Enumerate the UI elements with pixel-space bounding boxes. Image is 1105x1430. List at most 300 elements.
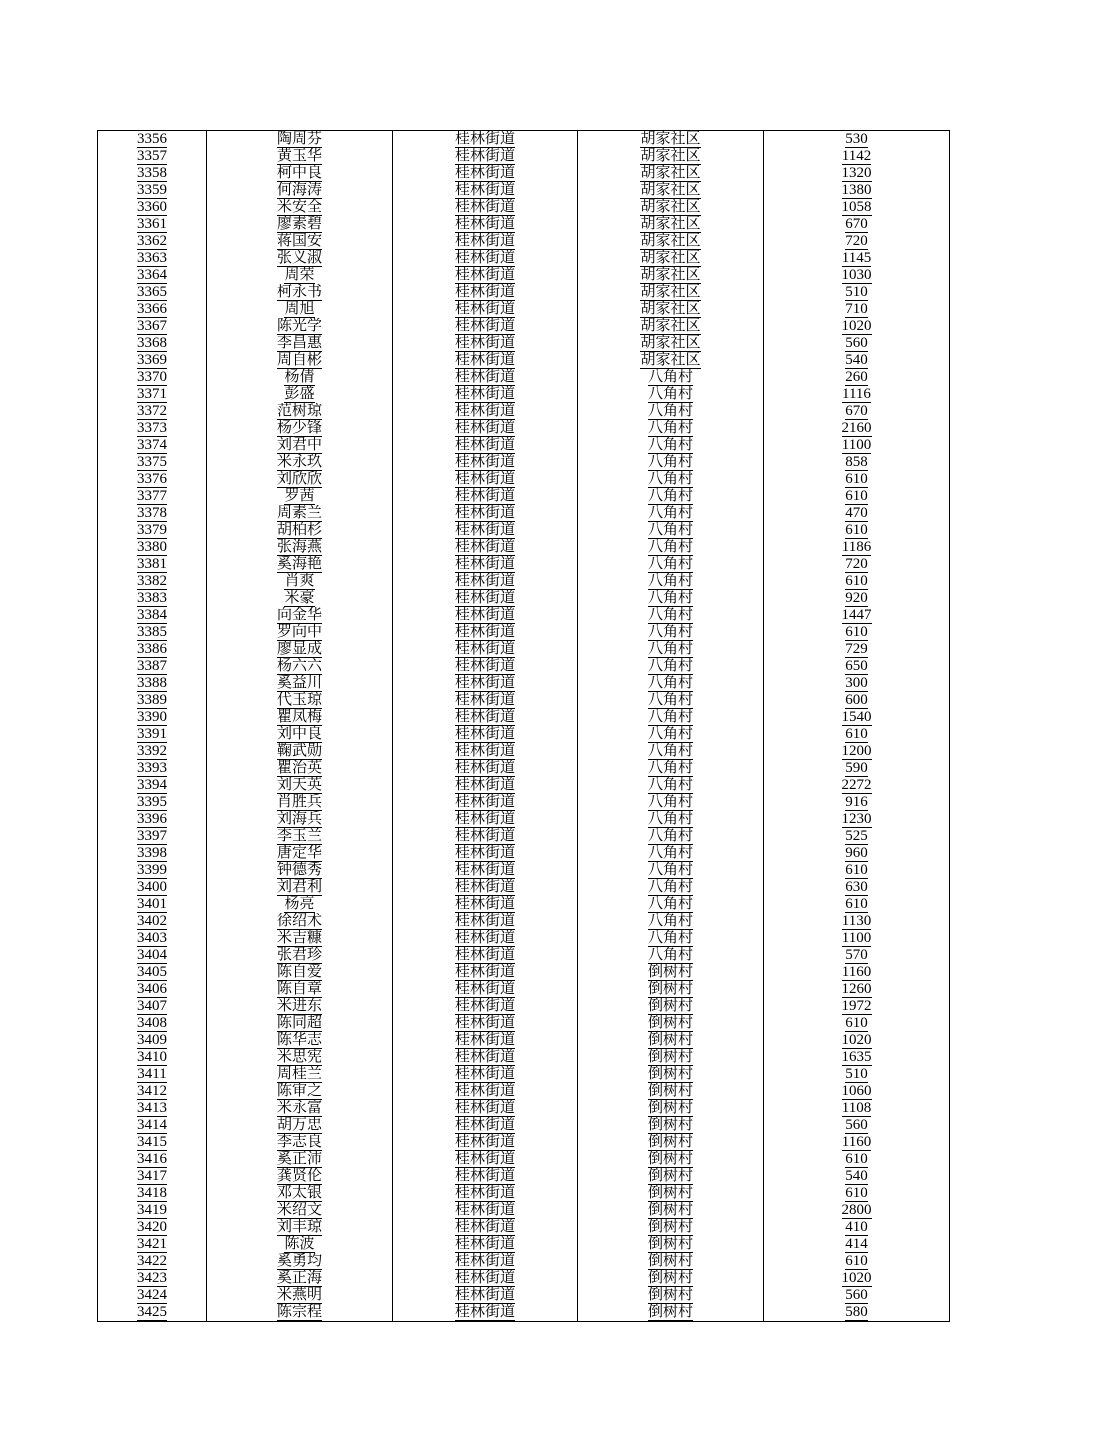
name-text: 刘中良 bbox=[276, 726, 322, 742]
name-text: 陈光学 bbox=[276, 318, 322, 334]
street-cell bbox=[393, 335, 578, 352]
community-text: 倒树村 bbox=[647, 1100, 693, 1116]
community-text: 八角村 bbox=[647, 437, 693, 453]
table-row bbox=[98, 1032, 950, 1049]
amount-text: 1186 bbox=[841, 539, 872, 555]
community-cell bbox=[578, 590, 764, 607]
street-cell bbox=[393, 539, 578, 556]
community-cell bbox=[578, 556, 764, 573]
row-number-cell bbox=[98, 1287, 207, 1304]
row-number-text: 3370 bbox=[137, 369, 167, 385]
row-number-text: 3373 bbox=[137, 420, 167, 436]
row-number-text: 3416 bbox=[137, 1151, 167, 1167]
name-text: 廖素碧 bbox=[276, 216, 322, 232]
row-number-cell bbox=[98, 1185, 207, 1202]
name-text: 周桂兰 bbox=[276, 1066, 322, 1082]
amount-text: 1145 bbox=[841, 250, 872, 266]
name-text: 胡柏杉 bbox=[276, 522, 322, 538]
amount-cell bbox=[764, 1168, 950, 1185]
street-cell bbox=[393, 1049, 578, 1066]
community-text: 八角村 bbox=[647, 641, 693, 657]
row-number-cell bbox=[98, 675, 207, 692]
row-number-text: 3380 bbox=[137, 539, 167, 555]
table-row bbox=[98, 811, 950, 828]
street-text: 桂林街道 bbox=[454, 352, 515, 368]
name-cell bbox=[207, 641, 393, 658]
community-text: 倒树村 bbox=[647, 964, 693, 980]
amount-cell bbox=[764, 1066, 950, 1083]
amount-cell bbox=[764, 794, 950, 811]
community-cell bbox=[578, 1083, 764, 1100]
name-text: 奚正沛 bbox=[276, 1151, 322, 1167]
street-text: 桂林街道 bbox=[454, 913, 515, 929]
street-cell bbox=[393, 1134, 578, 1151]
table-row bbox=[98, 879, 950, 896]
street-text: 桂林街道 bbox=[454, 1151, 515, 1167]
community-text: 八角村 bbox=[647, 454, 693, 470]
name-cell bbox=[207, 981, 393, 998]
table-row bbox=[98, 675, 950, 692]
amount-text: 1142 bbox=[841, 148, 872, 164]
street-text: 桂林街道 bbox=[454, 998, 515, 1014]
row-number-cell bbox=[98, 369, 207, 386]
amount-cell bbox=[764, 1253, 950, 1270]
row-number-cell bbox=[98, 777, 207, 794]
street-text: 桂林街道 bbox=[454, 828, 515, 844]
table-row bbox=[98, 1185, 950, 1202]
table-row bbox=[98, 607, 950, 624]
row-number-text: 3400 bbox=[137, 879, 167, 895]
name-text: 李志良 bbox=[276, 1134, 322, 1150]
row-number-text: 3401 bbox=[137, 896, 167, 912]
name-cell bbox=[207, 1032, 393, 1049]
name-text: 陈自章 bbox=[276, 981, 322, 997]
row-number-cell bbox=[98, 386, 207, 403]
community-cell bbox=[578, 301, 764, 318]
street-cell bbox=[393, 692, 578, 709]
community-cell bbox=[578, 947, 764, 964]
table-row bbox=[98, 862, 950, 879]
row-number-text: 3406 bbox=[137, 981, 167, 997]
street-cell bbox=[393, 794, 578, 811]
amount-text: 540 bbox=[845, 352, 868, 368]
name-cell bbox=[207, 386, 393, 403]
table-row bbox=[98, 624, 950, 641]
amount-text: 570 bbox=[845, 947, 868, 963]
name-cell bbox=[207, 318, 393, 335]
street-cell bbox=[393, 148, 578, 165]
table-row bbox=[98, 947, 950, 964]
amount-cell bbox=[764, 1151, 950, 1168]
amount-cell bbox=[764, 233, 950, 250]
community-text: 倒树村 bbox=[647, 1066, 693, 1082]
amount-text: 2272 bbox=[841, 777, 872, 793]
table-row bbox=[98, 692, 950, 709]
row-number-text: 3383 bbox=[137, 590, 167, 606]
community-cell bbox=[578, 879, 764, 896]
row-number-text: 3414 bbox=[137, 1117, 167, 1133]
community-text: 倒树村 bbox=[647, 1304, 693, 1320]
community-cell bbox=[578, 471, 764, 488]
community-cell bbox=[578, 488, 764, 505]
amount-cell bbox=[764, 709, 950, 726]
street-text: 桂林街道 bbox=[454, 1100, 515, 1116]
row-number-text: 3382 bbox=[137, 573, 167, 589]
table-row bbox=[98, 1304, 950, 1322]
row-number-cell bbox=[98, 607, 207, 624]
street-text: 桂林街道 bbox=[454, 726, 515, 742]
table-row bbox=[98, 1151, 950, 1168]
community-cell bbox=[578, 624, 764, 641]
row-number-cell bbox=[98, 998, 207, 1015]
street-cell bbox=[393, 862, 578, 879]
name-cell bbox=[207, 403, 393, 420]
amount-text: 610 bbox=[845, 726, 868, 742]
amount-cell bbox=[764, 250, 950, 267]
row-number-cell bbox=[98, 658, 207, 675]
name-cell bbox=[207, 1049, 393, 1066]
row-number-text: 3359 bbox=[137, 182, 167, 198]
street-cell bbox=[393, 981, 578, 998]
row-number-text: 3356 bbox=[137, 131, 167, 147]
community-cell bbox=[578, 403, 764, 420]
street-cell bbox=[393, 165, 578, 182]
row-number-cell bbox=[98, 1032, 207, 1049]
amount-cell bbox=[764, 369, 950, 386]
records-table-body bbox=[98, 131, 950, 1322]
row-number-text: 3392 bbox=[137, 743, 167, 759]
street-text: 桂林街道 bbox=[454, 454, 515, 470]
street-text: 桂林街道 bbox=[454, 335, 515, 351]
street-text: 桂林街道 bbox=[454, 675, 515, 691]
amount-text: 1100 bbox=[841, 930, 872, 946]
name-cell bbox=[207, 437, 393, 454]
community-cell bbox=[578, 1066, 764, 1083]
row-number-text: 3374 bbox=[137, 437, 167, 453]
amount-text: 858 bbox=[845, 454, 868, 470]
amount-text: 1020 bbox=[841, 318, 872, 334]
row-number-cell bbox=[98, 828, 207, 845]
amount-cell bbox=[764, 1304, 950, 1322]
street-cell bbox=[393, 930, 578, 947]
community-cell bbox=[578, 148, 764, 165]
community-cell bbox=[578, 1168, 764, 1185]
street-text: 桂林街道 bbox=[454, 233, 515, 249]
row-number-cell bbox=[98, 1100, 207, 1117]
name-cell bbox=[207, 233, 393, 250]
row-number-cell bbox=[98, 199, 207, 216]
name-cell bbox=[207, 1134, 393, 1151]
row-number-cell bbox=[98, 454, 207, 471]
row-number-text: 3422 bbox=[137, 1253, 167, 1269]
name-cell bbox=[207, 539, 393, 556]
amount-cell bbox=[764, 828, 950, 845]
name-text: 刘海兵 bbox=[276, 811, 322, 827]
name-cell bbox=[207, 199, 393, 216]
name-text: 龚贤伦 bbox=[276, 1168, 322, 1184]
table-row bbox=[98, 845, 950, 862]
street-text: 桂林街道 bbox=[454, 556, 515, 572]
amount-text: 470 bbox=[845, 505, 868, 521]
name-cell bbox=[207, 1100, 393, 1117]
table-row bbox=[98, 233, 950, 250]
community-cell bbox=[578, 505, 764, 522]
community-text: 八角村 bbox=[647, 896, 693, 912]
amount-cell bbox=[764, 1032, 950, 1049]
name-text: 奚益川 bbox=[276, 675, 322, 691]
amount-cell bbox=[764, 1049, 950, 1066]
street-cell bbox=[393, 505, 578, 522]
community-cell bbox=[578, 1134, 764, 1151]
community-cell bbox=[578, 1287, 764, 1304]
community-cell bbox=[578, 573, 764, 590]
name-text: 黄玉华 bbox=[276, 148, 322, 164]
street-text: 桂林街道 bbox=[454, 301, 515, 317]
community-cell bbox=[578, 522, 764, 539]
community-text: 八角村 bbox=[647, 743, 693, 759]
amount-text: 560 bbox=[845, 1287, 868, 1303]
street-text: 桂林街道 bbox=[454, 964, 515, 980]
name-text: 奚勇均 bbox=[276, 1253, 322, 1269]
community-cell bbox=[578, 454, 764, 471]
amount-text: 630 bbox=[845, 879, 868, 895]
row-number-cell bbox=[98, 182, 207, 199]
street-cell bbox=[393, 896, 578, 913]
table-row bbox=[98, 760, 950, 777]
community-text: 胡家社区 bbox=[640, 318, 701, 334]
street-cell bbox=[393, 845, 578, 862]
community-text: 胡家社区 bbox=[640, 216, 701, 232]
name-text: 米吉糠 bbox=[276, 930, 322, 946]
street-cell bbox=[393, 199, 578, 216]
name-cell bbox=[207, 1185, 393, 1202]
row-number-cell bbox=[98, 1202, 207, 1219]
street-text: 桂林街道 bbox=[454, 573, 515, 589]
amount-cell bbox=[764, 539, 950, 556]
street-text: 桂林街道 bbox=[454, 199, 515, 215]
amount-cell bbox=[764, 845, 950, 862]
community-text: 八角村 bbox=[647, 369, 693, 385]
community-cell bbox=[578, 165, 764, 182]
amount-text: 670 bbox=[845, 216, 868, 232]
table-row bbox=[98, 267, 950, 284]
amount-cell bbox=[764, 1185, 950, 1202]
amount-text: 710 bbox=[845, 301, 868, 317]
table-row bbox=[98, 216, 950, 233]
community-cell bbox=[578, 981, 764, 998]
table-row bbox=[98, 1168, 950, 1185]
row-number-cell bbox=[98, 284, 207, 301]
table-row bbox=[98, 981, 950, 998]
row-number-text: 3393 bbox=[137, 760, 167, 776]
community-cell bbox=[578, 318, 764, 335]
street-cell bbox=[393, 1253, 578, 1270]
row-number-cell bbox=[98, 216, 207, 233]
community-cell bbox=[578, 437, 764, 454]
amount-cell bbox=[764, 743, 950, 760]
amount-text: 510 bbox=[845, 284, 868, 300]
community-cell bbox=[578, 862, 764, 879]
community-cell bbox=[578, 182, 764, 199]
name-cell bbox=[207, 1236, 393, 1253]
table-row bbox=[98, 505, 950, 522]
name-cell bbox=[207, 726, 393, 743]
street-text: 桂林街道 bbox=[454, 692, 515, 708]
community-cell bbox=[578, 1100, 764, 1117]
street-cell bbox=[393, 1219, 578, 1236]
community-cell bbox=[578, 641, 764, 658]
street-text: 桂林街道 bbox=[454, 1083, 515, 1099]
amount-text: 1160 bbox=[841, 964, 872, 980]
street-cell bbox=[393, 1066, 578, 1083]
row-number-text: 3390 bbox=[137, 709, 167, 725]
row-number-cell bbox=[98, 862, 207, 879]
row-number-cell bbox=[98, 471, 207, 488]
community-text: 八角村 bbox=[647, 845, 693, 861]
street-cell bbox=[393, 233, 578, 250]
row-number-text: 3381 bbox=[137, 556, 167, 572]
street-text: 桂林街道 bbox=[454, 1185, 515, 1201]
amount-text: 1200 bbox=[841, 743, 872, 759]
amount-cell bbox=[764, 930, 950, 947]
street-text: 桂林街道 bbox=[454, 148, 515, 164]
amount-text: 530 bbox=[845, 131, 868, 147]
community-text: 倒树村 bbox=[647, 1015, 693, 1031]
row-number-cell bbox=[98, 930, 207, 947]
community-text: 倒树村 bbox=[647, 1032, 693, 1048]
name-text: 钟德秀 bbox=[276, 862, 322, 878]
street-text: 桂林街道 bbox=[454, 981, 515, 997]
amount-text: 610 bbox=[845, 573, 868, 589]
street-text: 桂林街道 bbox=[454, 879, 515, 895]
street-cell bbox=[393, 947, 578, 964]
street-text: 桂林街道 bbox=[454, 386, 515, 402]
street-cell bbox=[393, 1270, 578, 1287]
table-row bbox=[98, 454, 950, 471]
street-cell bbox=[393, 590, 578, 607]
table-row bbox=[98, 539, 950, 556]
community-cell bbox=[578, 352, 764, 369]
street-text: 桂林街道 bbox=[454, 1270, 515, 1286]
amount-cell bbox=[764, 1134, 950, 1151]
community-text: 倒树村 bbox=[647, 1134, 693, 1150]
row-number-text: 3420 bbox=[137, 1219, 167, 1235]
amount-text: 1635 bbox=[841, 1049, 872, 1065]
community-cell bbox=[578, 335, 764, 352]
community-text: 八角村 bbox=[647, 794, 693, 810]
community-text: 八角村 bbox=[647, 709, 693, 725]
table-row bbox=[98, 896, 950, 913]
row-number-cell bbox=[98, 1168, 207, 1185]
community-text: 八角村 bbox=[647, 590, 693, 606]
row-number-text: 3412 bbox=[137, 1083, 167, 1099]
name-text: 张君珍 bbox=[276, 947, 322, 963]
table-row bbox=[98, 1270, 950, 1287]
street-cell bbox=[393, 1236, 578, 1253]
street-cell bbox=[393, 1117, 578, 1134]
street-text: 桂林街道 bbox=[454, 182, 515, 198]
community-text: 八角村 bbox=[647, 726, 693, 742]
name-text: 周荣 bbox=[284, 267, 315, 283]
row-number-text: 3361 bbox=[137, 216, 167, 232]
community-text: 八角村 bbox=[647, 556, 693, 572]
community-text: 八角村 bbox=[647, 573, 693, 589]
name-text: 奚正海 bbox=[276, 1270, 322, 1286]
row-number-cell bbox=[98, 1304, 207, 1322]
street-cell bbox=[393, 1015, 578, 1032]
records-table bbox=[97, 130, 950, 1322]
community-cell bbox=[578, 1117, 764, 1134]
street-cell bbox=[393, 471, 578, 488]
amount-cell bbox=[764, 471, 950, 488]
street-text: 桂林街道 bbox=[454, 420, 515, 436]
table-row bbox=[98, 437, 950, 454]
name-cell bbox=[207, 862, 393, 879]
community-cell bbox=[578, 964, 764, 981]
street-cell bbox=[393, 1083, 578, 1100]
row-number-text: 3384 bbox=[137, 607, 167, 623]
community-text: 倒树村 bbox=[647, 981, 693, 997]
community-text: 八角村 bbox=[647, 879, 693, 895]
amount-text: 580 bbox=[845, 1304, 868, 1320]
amount-cell bbox=[764, 862, 950, 879]
table-row bbox=[98, 590, 950, 607]
amount-cell bbox=[764, 777, 950, 794]
table-row bbox=[98, 726, 950, 743]
street-text: 桂林街道 bbox=[454, 624, 515, 640]
community-cell bbox=[578, 777, 764, 794]
row-number-text: 3409 bbox=[137, 1032, 167, 1048]
name-text: 刘君利 bbox=[276, 879, 322, 895]
name-cell bbox=[207, 896, 393, 913]
name-text: 邓太银 bbox=[276, 1185, 322, 1201]
community-text: 胡家社区 bbox=[640, 284, 701, 300]
amount-text: 2800 bbox=[841, 1202, 872, 1218]
street-text: 桂林街道 bbox=[454, 777, 515, 793]
community-cell bbox=[578, 233, 764, 250]
street-cell bbox=[393, 1304, 578, 1322]
name-text: 米豪 bbox=[284, 590, 315, 606]
row-number-cell bbox=[98, 624, 207, 641]
name-text: 肖爽 bbox=[284, 573, 315, 589]
amount-cell bbox=[764, 505, 950, 522]
name-text: 陈宗程 bbox=[276, 1304, 322, 1320]
row-number-cell bbox=[98, 1236, 207, 1253]
amount-text: 1020 bbox=[841, 1270, 872, 1286]
name-cell bbox=[207, 165, 393, 182]
table-row bbox=[98, 250, 950, 267]
table-row bbox=[98, 828, 950, 845]
row-number-text: 3367 bbox=[137, 318, 167, 334]
row-number-text: 3425 bbox=[137, 1304, 167, 1320]
community-text: 胡家社区 bbox=[640, 301, 701, 317]
street-text: 桂林街道 bbox=[454, 947, 515, 963]
name-text: 廖显成 bbox=[276, 641, 322, 657]
name-cell bbox=[207, 1066, 393, 1083]
table-row bbox=[98, 148, 950, 165]
community-text: 倒树村 bbox=[647, 1168, 693, 1184]
amount-cell bbox=[764, 148, 950, 165]
name-cell bbox=[207, 811, 393, 828]
amount-text: 1130 bbox=[841, 913, 872, 929]
community-text: 八角村 bbox=[647, 658, 693, 674]
community-cell bbox=[578, 794, 764, 811]
community-cell bbox=[578, 709, 764, 726]
community-text: 倒树村 bbox=[647, 1202, 693, 1218]
amount-text: 1972 bbox=[841, 998, 872, 1014]
name-text: 米绍文 bbox=[276, 1202, 322, 1218]
amount-cell bbox=[764, 454, 950, 471]
